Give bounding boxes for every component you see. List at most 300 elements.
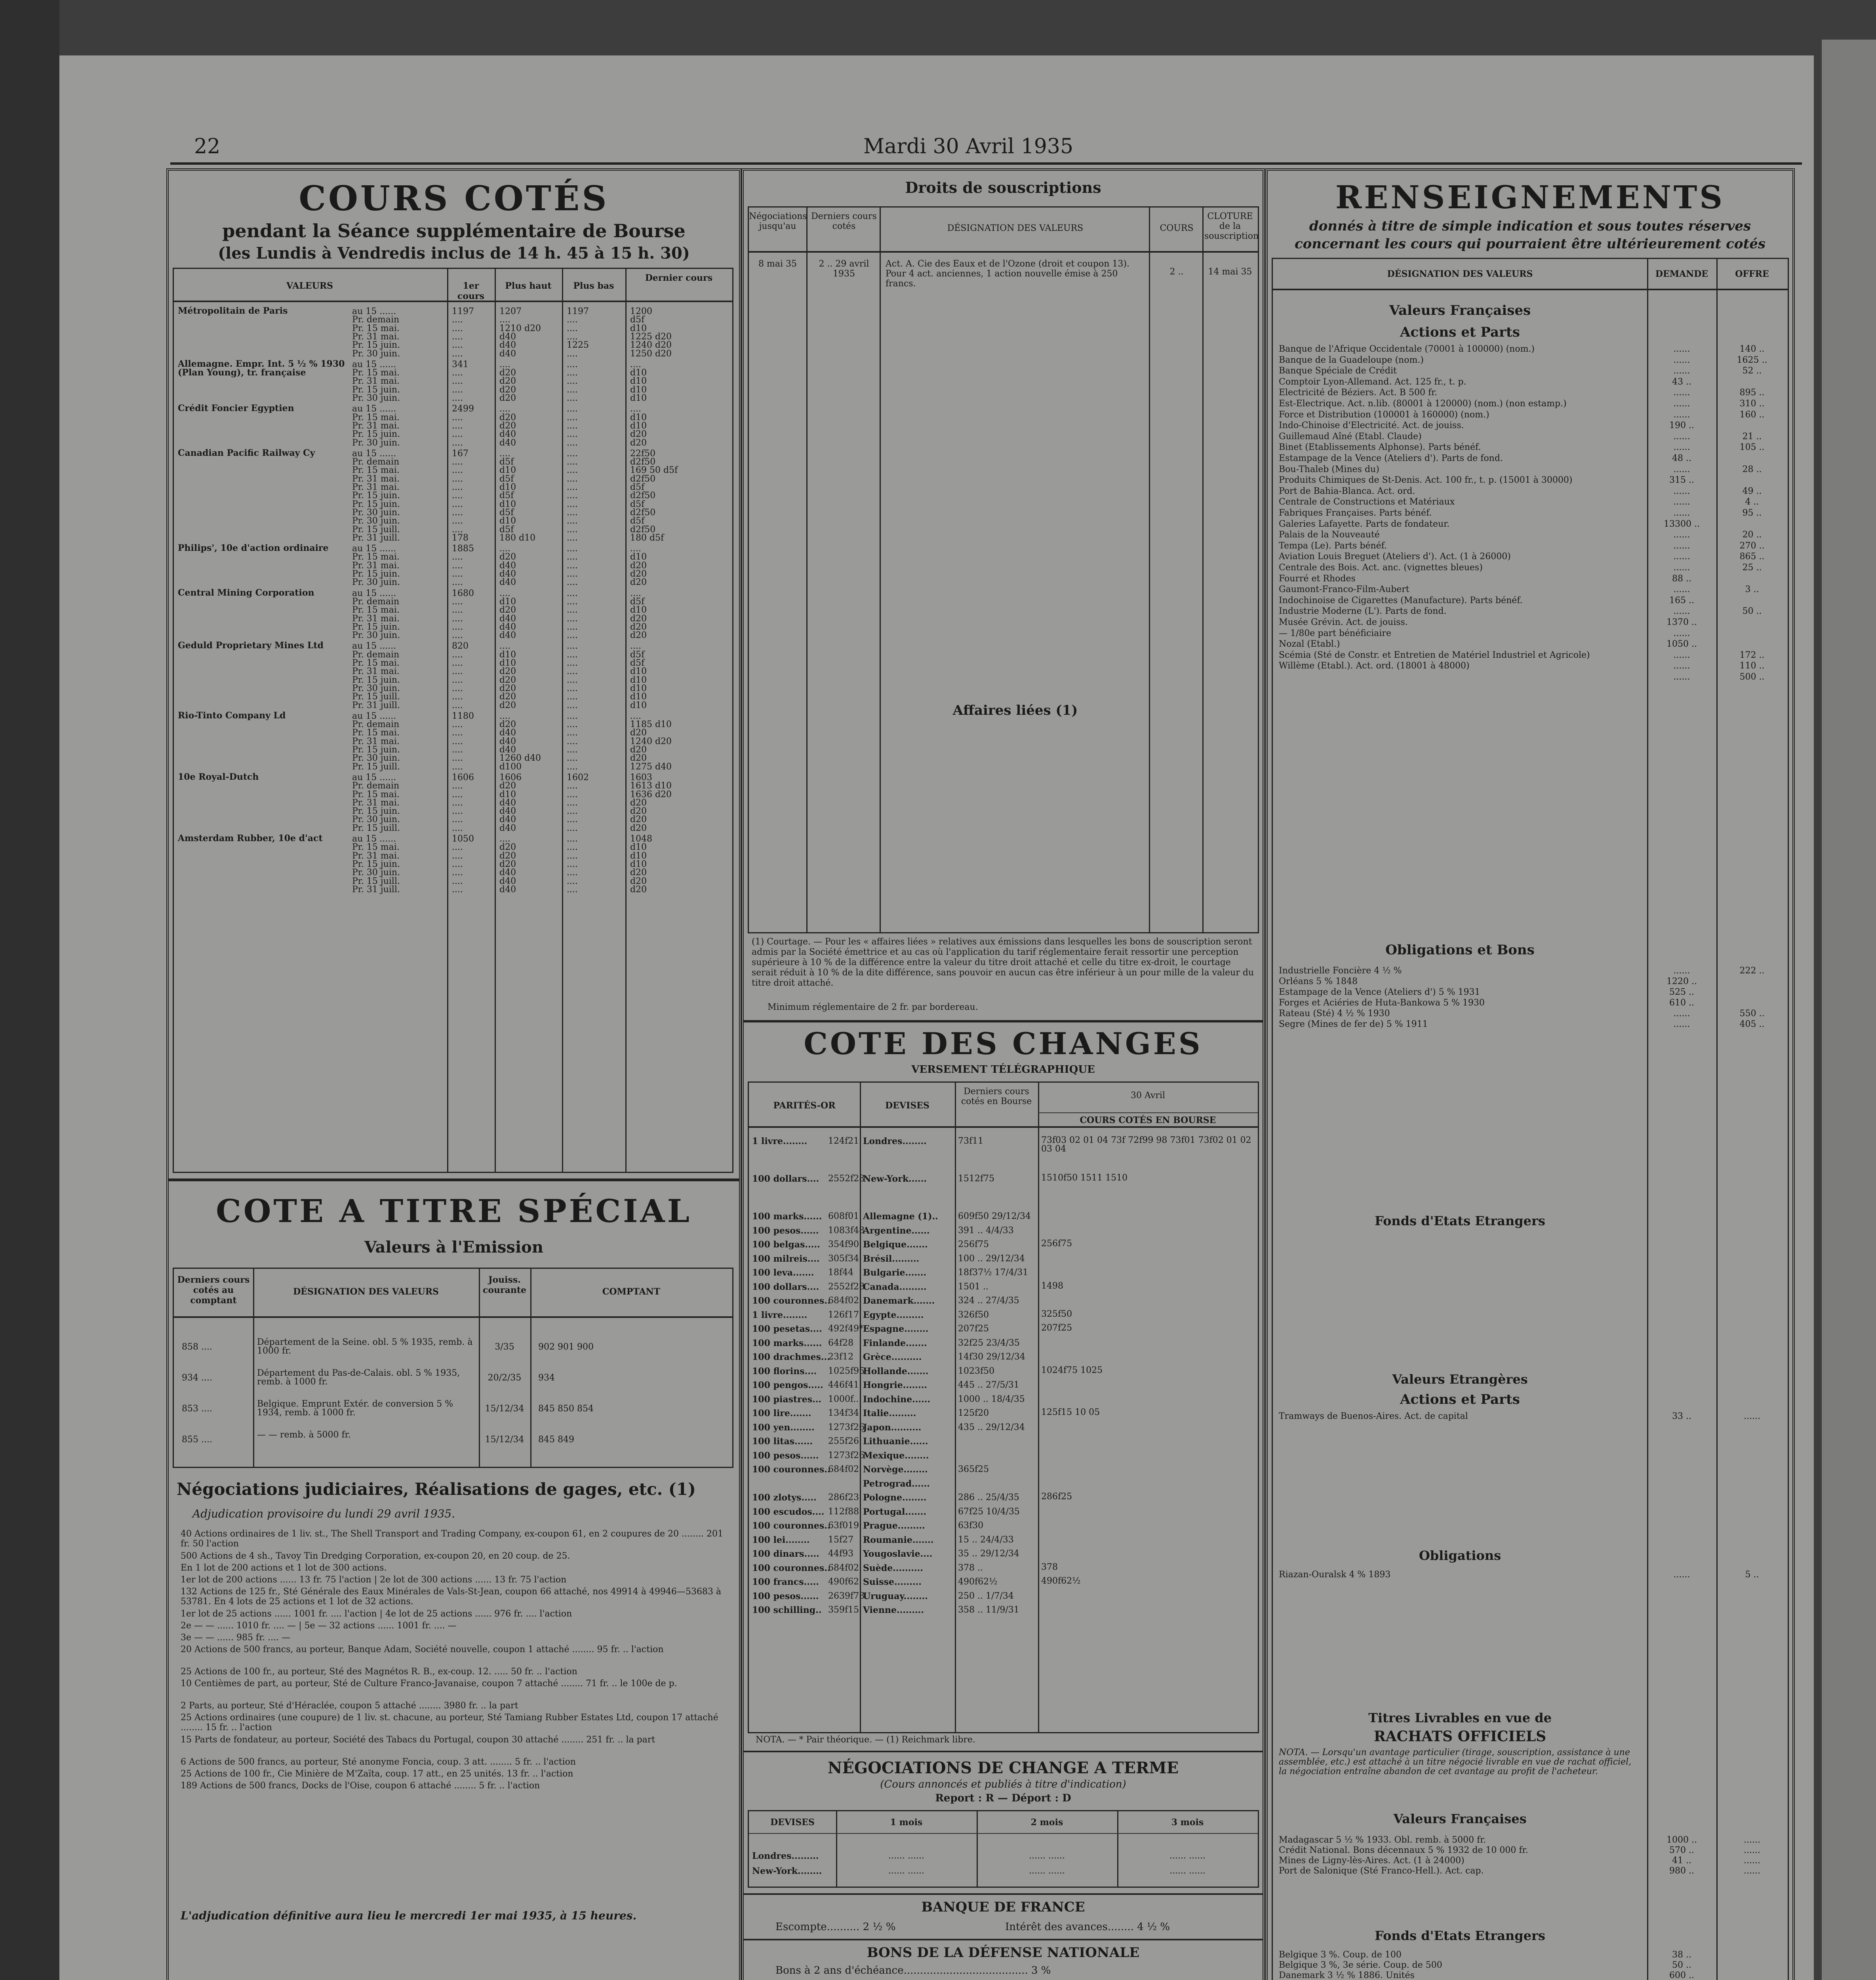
cc-value: d20 — [499, 552, 516, 562]
ch-header-devises: DEVISES — [885, 1100, 929, 1111]
cote-special-title: COTE A TITRE SPÉCIAL — [216, 1192, 692, 1230]
cc-echeance: Pr. 15 juin. — [352, 859, 400, 869]
cc-value: .... — [452, 516, 463, 526]
cc-value: .... — [567, 630, 578, 641]
rens-designation: Crédit National. Bons décennaux 5 % 1932 de 10 000 fr. — [1279, 1845, 1528, 1855]
cc-value: .... — [499, 588, 510, 598]
cc-echeance: Pr. 31 mai. — [352, 666, 400, 677]
cc-value: d10 — [499, 465, 516, 476]
rens-designation: Danemark 3 ½ % 1886. Unités — [1279, 1970, 1415, 1980]
cs-cours: 858 .... — [182, 1342, 212, 1352]
cc-value: d40 — [499, 736, 516, 746]
negociation-line: 25 Actions de 100 fr., Cie Minière de M'Zaïta, coup. 17 att., en 25 unités. 13 fr. .. l'action — [181, 1769, 573, 1779]
sous-row-derniers: 2 .. 29 avril 1935 — [819, 259, 869, 279]
cc-value: d20 — [499, 605, 516, 615]
cc-value: .... — [567, 465, 578, 476]
ch-dernier-cours: 490f62½ — [958, 1577, 998, 1587]
negociations-title: Négociations judiciaires, Réalisations de gages, etc. (1) — [177, 1479, 696, 1499]
rens-offre: 28 .. — [1742, 464, 1762, 474]
ch-devise: Roumanie....... — [863, 1534, 934, 1545]
ch-parite-unit: 100 marks...... — [752, 1211, 822, 1222]
cc-value: d40 — [499, 745, 516, 755]
ch-parite-value: 1083f48 — [828, 1225, 865, 1236]
cc-value: .... — [567, 720, 578, 730]
cc-value: d20 — [499, 683, 516, 693]
cc-value: d40 — [499, 630, 516, 641]
rens-designation: Bou-Thaleb (Mines du) — [1279, 464, 1379, 474]
cc-valeur-name: Amsterdam Rubber, 10e d'act — [178, 833, 323, 843]
cc-echeance: Pr. 15 mai. — [352, 842, 400, 853]
rens-offre: 50 .. — [1742, 606, 1762, 617]
souscriptions-table — [748, 206, 1259, 933]
ch-devise: Indochine...... — [863, 1394, 931, 1405]
rens-demande: ...... — [1673, 552, 1690, 562]
cc-value: d10 — [630, 859, 647, 869]
cc-value: .... — [567, 507, 578, 518]
ch-cours-cotes: 256f75 — [1041, 1239, 1072, 1249]
cc-value: d10 — [499, 516, 516, 526]
cs-comptant: 934 — [538, 1373, 555, 1383]
rens-designation: Comptoir Lyon-Allemand. Act. 125 fr., t. p. — [1279, 377, 1467, 387]
cc-value: .... — [567, 605, 578, 615]
cc-value: .... — [452, 340, 463, 350]
cc-value: d2f50 — [630, 457, 656, 467]
cc-value: .... — [567, 596, 578, 607]
cc-value: .... — [452, 474, 463, 484]
cc-echeance: Pr. 15 juill. — [352, 762, 400, 772]
rens-offre: 895 .. — [1739, 388, 1765, 398]
cc-value: .... — [567, 421, 578, 431]
terme-legend: Report : R — Déport : D — [935, 1792, 1071, 1804]
rens-designation: Guillemaud Aîné (Etabl. Claude) — [1279, 431, 1422, 442]
rens-designation: Fourré et Rhodes — [1279, 573, 1356, 584]
cc-echeance: Pr. 15 mai. — [352, 552, 400, 562]
cc-echeance: Pr. 15 juill. — [352, 876, 400, 886]
cc-valeur-name: Canadian Pacific Railway Cy — [178, 447, 315, 458]
renseignements-subtitle: donnés à titre de simple indication et sous toutes réserves — [1309, 218, 1751, 234]
cc-value: .... — [452, 753, 463, 763]
cc-value: .... — [567, 798, 578, 808]
cc-echeance: Pr. 15 juin. — [352, 745, 400, 755]
rens-demande: 1220 .. — [1666, 977, 1697, 986]
ch-devise: Espagne........ — [863, 1324, 929, 1334]
cc-value: .... — [452, 524, 463, 535]
cc-value: d20 — [630, 745, 647, 755]
cc-value: .... — [452, 331, 463, 342]
cc-value: 1200 — [630, 307, 652, 316]
ch-parite-unit: 100 pengos..... — [752, 1380, 823, 1390]
cc-value: 1636 d20 — [630, 789, 672, 800]
cc-value: .... — [452, 658, 463, 668]
cc-value: d10 — [499, 658, 516, 668]
rens-offre: 52 .. — [1742, 366, 1762, 376]
affaires-liees: Affaires liées (1) — [952, 703, 1078, 718]
cc-value: d5f — [630, 516, 645, 526]
negociation-line: 1er lot de 25 actions ...... 1001 fr. .... l'action | 4e lot de 25 actions ...... 976 fr. .... l'action — [181, 1609, 572, 1619]
sous-row-cours: 2 .. — [1169, 267, 1184, 277]
cc-value: d20 — [630, 569, 647, 579]
ch-devise: Prague......... — [863, 1521, 925, 1531]
ch-cours-cotes: 1498 — [1041, 1281, 1063, 1291]
cc-echeance: au 15 ...... — [352, 641, 396, 651]
rens-offre: 1625 .. — [1737, 355, 1767, 365]
ch-dernier-cours: 15 .. 24/4/33 — [958, 1534, 1014, 1545]
cc-value: .... — [452, 720, 463, 730]
cc-value: 341 — [452, 359, 469, 369]
rens-demande: ...... — [1673, 366, 1690, 376]
cc-value: d40 — [499, 876, 516, 886]
rens-demande: ...... — [1673, 497, 1690, 507]
cc-value: d40 — [499, 429, 516, 440]
ch-devise: Hollande....... — [863, 1366, 929, 1376]
cc-value: d20 — [630, 613, 647, 624]
ch-devise: Japon.......... — [863, 1422, 922, 1433]
cs-jouissance: 15/12/34 — [485, 1404, 524, 1414]
cc-value: .... — [630, 544, 641, 554]
cs-designation: — — remb. à 5000 fr. — [257, 1430, 351, 1440]
rens-demande: 1370 .. — [1666, 617, 1697, 627]
cc-value: .... — [452, 560, 463, 571]
cc-value: d20 — [630, 884, 647, 895]
ch-dernier-cours: 32f25 23/4/35 — [958, 1338, 1020, 1348]
sous-row-designation: Act. A. Cie des Eaux et de l'Ozone (droit et coupon 13). Pour 4 act. anciennes, 1 action nouvelle émise à 250 francs. — [886, 259, 1129, 289]
negociation-line: 2 Parts, au porteur, Sté d'Héraclée, coupon 5 attaché ........ 3980 fr. .. la part — [181, 1701, 518, 1711]
ch-dernier-cours: 378 .. — [958, 1563, 983, 1573]
rens-designation: Aviation Louis Breguet (Ateliers d'). Act. (1 à 26000) — [1279, 552, 1511, 562]
cc-echeance: Pr. demain — [352, 781, 400, 791]
scan-left-margin — [0, 0, 59, 1980]
cc-value: d2f50 — [630, 524, 656, 535]
terme-cell: Londres......... — [752, 1851, 819, 1861]
negociation-line: 3e — — ...... 985 fr. .... — — [181, 1633, 291, 1643]
cc-echeance: Pr. 31 mai. — [352, 851, 400, 861]
rens-designation: Madagascar 5 ½ % 1933. Obl. remb. à 5000 fr. — [1279, 1835, 1486, 1845]
rens-section-title: Valeurs Etrangères — [1392, 1372, 1528, 1387]
cc-value: .... — [567, 622, 578, 632]
courtage-minimum: Minimum réglementaire de 2 fr. par bordereau. — [768, 1002, 978, 1012]
cc-value: d20 — [630, 798, 647, 808]
cs-designation: Département de la Seine. obl. 5 % 1935, remb. à 1000 fr. — [257, 1337, 473, 1356]
cc-value: .... — [452, 736, 463, 746]
cc-value: .... — [452, 851, 463, 861]
cc-value: 1197 — [452, 307, 474, 316]
rens-header-demande: DEMANDE — [1655, 269, 1708, 279]
cc-value: d10 — [630, 393, 647, 403]
ch-cours-cotes: 325f50 — [1041, 1309, 1072, 1319]
rens-demande: 41 .. — [1672, 1856, 1691, 1866]
cc-value: d20 — [499, 675, 516, 685]
ch-parite-unit: 100 litas...... — [752, 1436, 813, 1447]
bons-rule — [744, 1939, 1263, 1940]
ch-dernier-cours: 391 .. 4/4/33 — [958, 1225, 1014, 1236]
rens-demande: 33 .. — [1672, 1411, 1691, 1421]
ch-parite-unit: 100 pesos...... — [752, 1225, 819, 1236]
ch-parite-unit: 100 florins.... — [752, 1366, 817, 1376]
ch-parite-value: 1025f95 — [828, 1366, 865, 1376]
souscriptions-title: Droits de souscriptions — [905, 179, 1101, 196]
cc-echeance: Pr. 15 mai. — [352, 368, 400, 378]
cc-value: d20 — [499, 842, 516, 853]
cc-value: d10 — [630, 675, 647, 685]
ch-parite-value: 126f17 — [828, 1310, 859, 1320]
rens-demande: ...... — [1673, 464, 1690, 474]
cc-value: d40 — [499, 815, 516, 825]
cc-value: 1207 — [499, 307, 522, 316]
rens-designation: Segre (Mines de fer de) 5 % 1911 — [1279, 1019, 1428, 1029]
cc-value: .... — [567, 700, 578, 710]
rens-designation: Banque de la Guadeloupe (nom.) — [1279, 355, 1424, 365]
ch-dernier-cours: 100 .. 29/12/34 — [958, 1253, 1025, 1264]
cc-value: .... — [452, 781, 463, 791]
cc-value: .... — [499, 404, 510, 414]
ch-parite-value: 63f019 — [828, 1521, 859, 1531]
ch-parite-value: 112f88 — [828, 1506, 859, 1517]
cs-jouissance: 20/2/35 — [488, 1373, 522, 1383]
ch-devise: Danemark....... — [863, 1296, 935, 1306]
cc-value: .... — [499, 544, 510, 554]
terme-subtitle: (Cours annoncés et publiés à titre d'indication) — [880, 1778, 1126, 1790]
ch-dernier-cours: 1512f75 — [958, 1174, 995, 1184]
sous-h-derniers: Derniers cours cotés — [811, 211, 877, 231]
rens-offre: 4 .. — [1745, 497, 1759, 507]
cc-value: d20 — [499, 421, 516, 431]
cc-valeur-name: Geduld Proprietary Mines Ltd — [178, 640, 324, 651]
cc-echeance: Pr. demain — [352, 596, 400, 607]
ch-devise: Egypte......... — [863, 1310, 924, 1320]
cc-value: d5f — [630, 649, 645, 660]
negociation-line: 25 Actions ordinaires (une coupure) de 1 liv. st. chacune, au porteur, Sté Tamiang Rubber Estates Ltd, coupon 17 attaché ........ 15 fr. .. l'action — [181, 1713, 718, 1732]
sous-h-negociations: Négociations jusqu'au — [749, 211, 807, 231]
rens-offre: 310 .. — [1739, 399, 1765, 409]
negociation-line: 25 Actions de 100 fr., au porteur, Sté des Magnétos R. B., ex-coup. 12. ..... 50 fr. .. l'action — [181, 1667, 577, 1677]
cc-value: d100 — [499, 762, 522, 772]
rens-designation: Indochinoise de Cigarettes (Manufacture). Parts bénéf. — [1279, 595, 1523, 605]
cc-echeance: Pr. 30 juin. — [352, 630, 400, 641]
cc-header: VALEURS — [286, 281, 333, 291]
page-number: 22 — [194, 135, 221, 158]
cc-valeur-name: 10e Royal-Dutch — [178, 771, 259, 782]
cc-value: .... — [452, 762, 463, 772]
ch-parite-value: 255f26 — [828, 1436, 859, 1446]
cc-value: 167 — [452, 448, 469, 459]
rens-section-title: Valeurs Françaises — [1389, 303, 1531, 318]
cc-value: 1680 — [452, 588, 474, 598]
courtage-note: (1) Courtage. — Pour les « affaires liées » relatives aux émissions dans lesquelles les bons de souscription seront admis par la Société émettrice et au cas où l'application du tarif réglementaire ferait ressortir une perception supérieure à 10 % de la différence entre la valeur du titre droit attaché et celle du titre ex-droit, le courtage serait réduit à 10 % de la dite différence, sans pouvoir en aucun cas être inférieur à un pour mille de la valeur du titre droit attaché. — [752, 937, 1254, 988]
rens-demande: 190 .. — [1669, 421, 1694, 431]
ch-devise: Finlande....... — [863, 1338, 927, 1348]
cc-value: .... — [452, 457, 463, 467]
rens-demande: ...... — [1673, 672, 1690, 682]
cc-value: 1240 d20 — [630, 736, 672, 746]
cc-value: .... — [567, 728, 578, 738]
terme-table — [748, 1810, 1259, 1888]
cs-cours: 853 .... — [182, 1404, 212, 1414]
cours-cotes-table — [173, 268, 733, 1173]
negociation-line: 40 Actions ordinaires de 1 liv. st., The Shell Transport and Trading Company, ex-coupon 61, en 2 coupures de 20 ........ 201 fr. 50 l'action — [181, 1529, 723, 1549]
cc-value: .... — [567, 348, 578, 359]
rens-offre: 405 .. — [1739, 1019, 1765, 1029]
cc-value: .... — [567, 533, 578, 543]
cc-value: d10 — [630, 851, 647, 861]
cc-valeur-name: Crédit Foncier Egyptien — [178, 403, 294, 414]
cc-value: d20 — [630, 438, 647, 448]
ch-devise: Uruguay........ — [863, 1591, 928, 1601]
ch-parite-value: 2552f28 — [828, 1174, 865, 1184]
ch-header-date: 30 Avril — [1130, 1091, 1165, 1100]
cc-value: .... — [567, 753, 578, 763]
cc-value: .... — [499, 315, 510, 325]
rens-header-designation: DÉSIGNATION DES VALEURS — [1387, 269, 1533, 279]
ch-dernier-cours: 1023f50 — [958, 1366, 995, 1376]
cc-value: .... — [567, 429, 578, 440]
rens-offre: 21 .. — [1742, 431, 1762, 442]
cc-echeance: Pr. demain — [352, 649, 400, 660]
cc-value: .... — [499, 359, 510, 369]
header-divider — [174, 1316, 732, 1318]
ch-parite-value: 2552f28 — [828, 1281, 865, 1292]
rens-designation: Indo-Chinoise d'Electricité. Act. de jouiss. — [1279, 421, 1464, 431]
rens-designation: Willème (Etabl.). Act. ord. (18001 à 48000) — [1279, 661, 1470, 671]
rens-offre: ...... — [1744, 1845, 1760, 1855]
rens-offre: 160 .. — [1739, 409, 1765, 420]
ch-parite-value: 1273f26 — [828, 1450, 865, 1460]
ch-cours-cotes: 286f25 — [1041, 1492, 1072, 1502]
ch-parite-unit: 100 drachmes... — [752, 1352, 830, 1362]
rens-demande: ...... — [1673, 388, 1690, 398]
ch-parite-value: 359f15 — [828, 1605, 859, 1615]
cc-value: d40 — [499, 622, 516, 632]
rens-designation: Tempa (Le). Parts bénéf. — [1279, 541, 1387, 551]
cc-valeur-name: Rio-Tinto Company Ld — [178, 710, 286, 721]
rens-demande: ...... — [1673, 409, 1690, 420]
banque-avances: Intérêt des avances........ 4 ½ % — [1005, 1921, 1170, 1933]
cc-echeance: Pr. 31 mai. — [352, 736, 400, 746]
cc-echeance: Pr. 15 juin. — [352, 622, 400, 632]
ch-parite-unit: 100 dinars..... — [752, 1549, 819, 1559]
cc-value: d10 — [630, 605, 647, 615]
cc-value: .... — [567, 859, 578, 869]
cc-value: 178 — [452, 533, 469, 543]
cc-echeance: Pr. 31 mai. — [352, 482, 400, 492]
cc-valeur-name: Allemagne. Empr. Int. 5 ½ % 1930 (Plan Young), tr. française — [178, 358, 345, 378]
rens-offre: 550 .. — [1739, 1009, 1765, 1019]
rens-demande: 38 .. — [1672, 1950, 1691, 1960]
negociation-line: 2e — — ...... 1010 fr. .... — | 5e — 32 actions ...... 1001 fr. .... — — [181, 1621, 457, 1631]
cote-special-subtitle: Valeurs à l'Emission — [364, 1238, 543, 1257]
ch-dernier-cours: 250 .. 1/7/34 — [958, 1591, 1014, 1601]
rens-offre: 25 .. — [1742, 563, 1762, 573]
rens-demande: 1050 .. — [1666, 639, 1697, 649]
ch-parite-value: 1000f.. — [828, 1394, 859, 1404]
terme-cell: New-York........ — [752, 1866, 822, 1876]
cc-value: d20 — [499, 376, 516, 386]
bons-title: BONS DE LA DÉFENSE NATIONALE — [867, 1945, 1140, 1961]
sous-row-negociations: 8 mai 35 — [758, 259, 797, 269]
cc-value: 1885 — [452, 544, 474, 554]
rens-demande: 88 .. — [1672, 573, 1691, 584]
rens-section-title: Obligations — [1419, 1548, 1501, 1563]
cc-value: .... — [452, 438, 463, 448]
cc-value: 1210 d20 — [499, 323, 541, 333]
cc-value: d20 — [499, 859, 516, 869]
cs-comptant: 902 901 900 — [538, 1342, 594, 1352]
cc-value: d40 — [499, 569, 516, 579]
rens-offre: ...... — [1744, 1835, 1760, 1845]
rens-offre: 222 .. — [1739, 966, 1765, 976]
cc-value: d2f50 — [630, 474, 656, 484]
cc-value: .... — [567, 868, 578, 878]
rens-offre: 270 .. — [1739, 541, 1765, 551]
cc-echeance: Pr. 30 juin. — [352, 815, 400, 825]
ch-parite-value: 492f49* — [828, 1324, 864, 1334]
rens-designation: Galeries Lafayette. Parts de fondateur. — [1279, 519, 1450, 529]
cc-value: .... — [452, 569, 463, 579]
cs-comptant: 845 850 854 — [538, 1404, 594, 1414]
cc-value: d10 — [630, 700, 647, 710]
ch-parite-unit: 100 dollars.... — [752, 1174, 819, 1184]
cc-value: .... — [567, 588, 578, 598]
rens-demande: 165 .. — [1669, 595, 1694, 605]
cc-value: d5f — [499, 457, 514, 467]
cc-header: 1er cours — [457, 281, 485, 301]
rens-designation: Binet (Etablissements Alphonse). Parts bénéf. — [1279, 442, 1481, 453]
rens-demande: 13300 .. — [1664, 519, 1700, 529]
cc-value: .... — [452, 385, 463, 395]
cc-value: d10 — [499, 596, 516, 607]
cc-echeance: au 15 ...... — [352, 544, 396, 554]
cc-value: d20 — [630, 806, 647, 817]
cc-value: .... — [499, 834, 510, 844]
ch-parite-value: 354f90 — [828, 1239, 859, 1249]
ch-devise: Petrograd...... — [863, 1478, 930, 1489]
cc-value: .... — [452, 482, 463, 492]
cc-value: .... — [567, 884, 578, 895]
cc-value: .... — [567, 331, 578, 342]
ch-devise: Suisse......... — [863, 1577, 922, 1587]
rens-section-title: Valeurs Françaises — [1393, 1811, 1527, 1826]
rens-demande: ...... — [1673, 508, 1690, 518]
rens-designation: — 1/80e part bénéficiaire — [1279, 628, 1391, 638]
cs-jouissance: 3/35 — [495, 1342, 514, 1352]
right-column — [1265, 168, 1795, 1980]
cc-value: .... — [452, 683, 463, 693]
banque-title: BANQUE DE FRANCE — [921, 1899, 1085, 1915]
cc-echeance: Pr. 30 juin. — [352, 683, 400, 693]
ch-devise: Yougoslavie.... — [863, 1549, 933, 1559]
cc-echeance: Pr. demain — [352, 315, 400, 325]
cc-echeance: Pr. 15 juin. — [352, 499, 400, 509]
cc-echeance: Pr. 31 juill. — [352, 700, 400, 710]
cours-cotes-hours: (les Lundis à Vendredis inclus de 14 h. 45 à 15 h. 30) — [218, 244, 690, 263]
cc-value: 180 d10 — [499, 533, 536, 543]
bons-line: Bons à 2 ans d'échéance...................................... 3 % — [775, 1965, 1051, 1976]
ch-parite-unit: 100 dollars.... — [752, 1281, 819, 1292]
rens-demande: 525 .. — [1669, 987, 1694, 997]
ch-dernier-cours: 1501 .. — [958, 1281, 988, 1292]
cc-value: .... — [567, 524, 578, 535]
cc-value: d40 — [499, 823, 516, 833]
cours-cotes-subtitle: pendant la Séance supplémentaire de Bourse — [222, 220, 686, 242]
rens-designation: Belgique 3 %, 3e série. Coup. de 500 — [1279, 1960, 1442, 1970]
cc-value: d10 — [630, 368, 647, 378]
cc-value: d5f — [499, 507, 514, 518]
cc-value: .... — [630, 404, 641, 414]
cc-value: .... — [567, 560, 578, 571]
ch-parite-value: 490f62 — [828, 1577, 859, 1587]
cc-echeance: Pr. 31 juill. — [352, 533, 400, 543]
cc-echeance: Pr. 30 juin. — [352, 348, 400, 359]
cc-value: .... — [567, 491, 578, 501]
